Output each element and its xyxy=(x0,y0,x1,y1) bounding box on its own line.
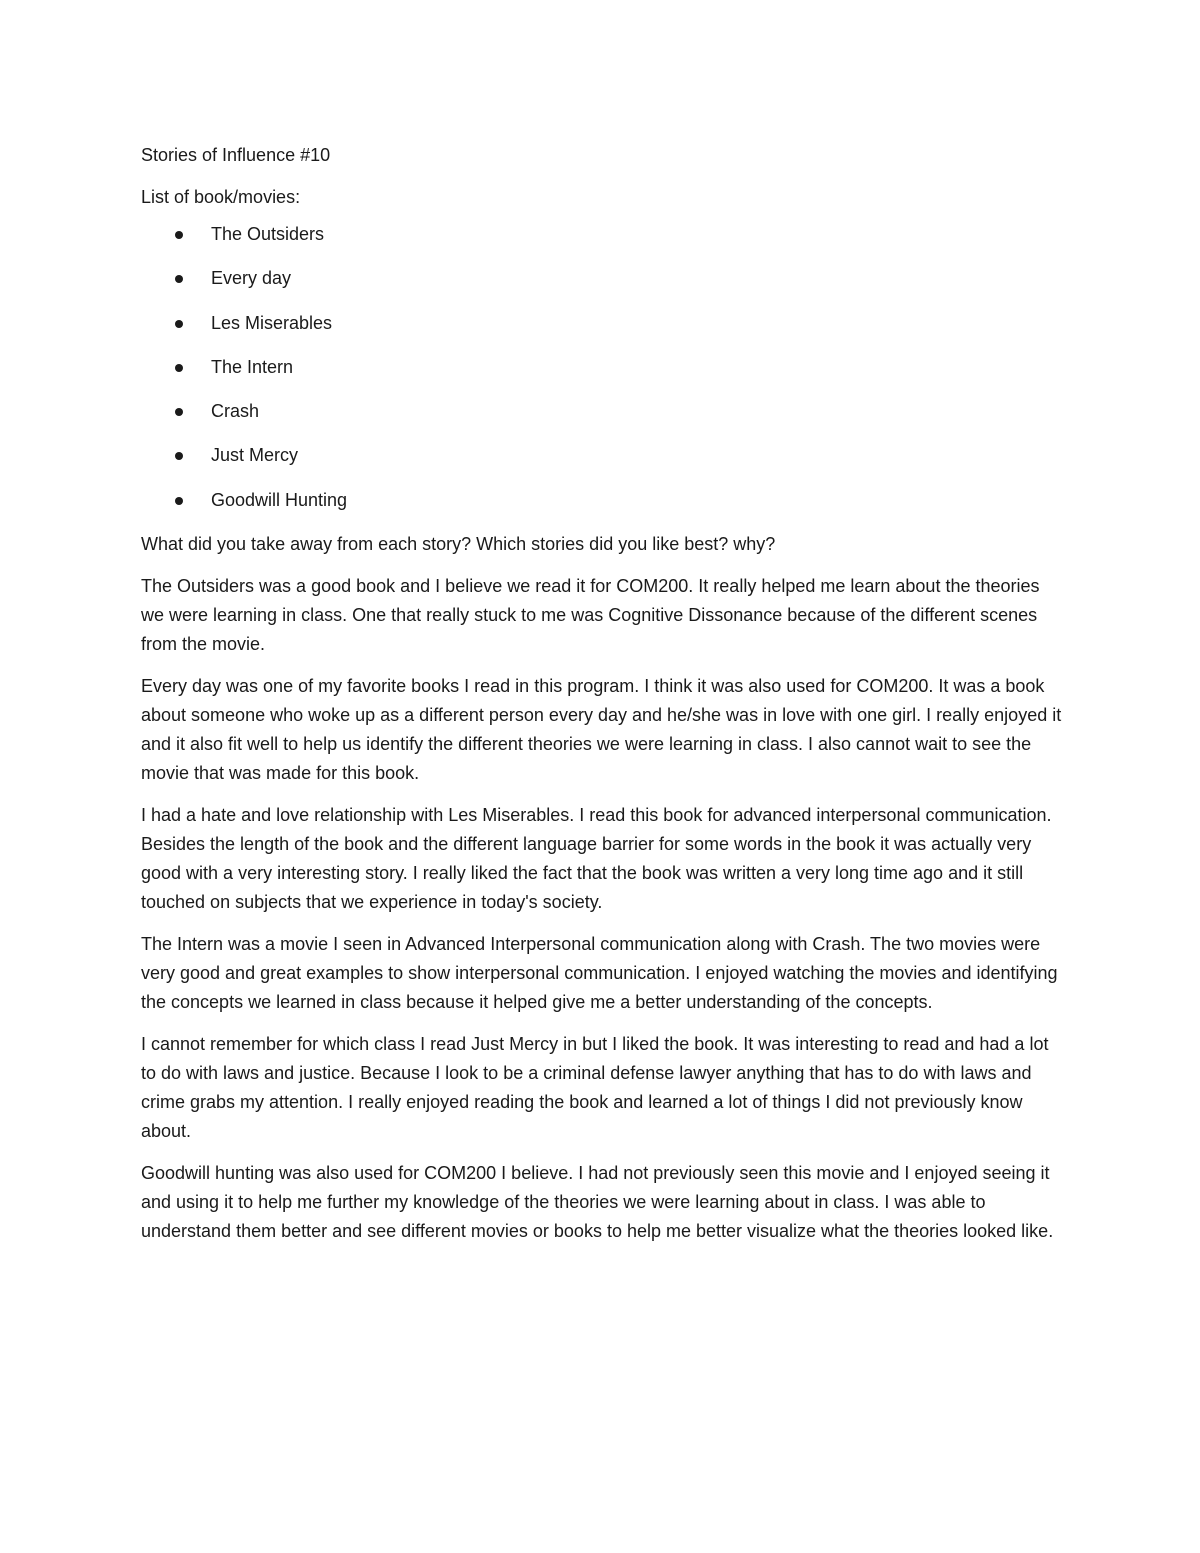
paragraph-outsiders: The Outsiders was a good book and I believe we read it for COM200. It really helped me learn about the theories we were learning in class. One that really stuck to me was Cognitive Dissonance because of the different scenes from the movie. xyxy=(141,576,1040,655)
bullet-icon xyxy=(175,275,183,283)
paragraph-intern-crash: The Intern was a movie I seen in Advanced Interpersonal communication along with Crash. The two movies were very good and great examples to show interpersonal communication. I enjoyed watching the movies and identifying the concepts we learned in class because it helped give me a better understanding of the concepts. xyxy=(141,934,1058,1013)
list-item xyxy=(141,397,1071,426)
list-item-label: The Intern xyxy=(211,356,294,377)
list-item xyxy=(141,486,1071,515)
bullet-icon xyxy=(175,320,183,328)
paragraph-just-mercy: I cannot remember for which class I read Just Mercy in but I liked the book. It was interesting to read and had a lot to do with laws and justice. Because I look to be a criminal defense lawyer anything that has to do with laws and crime grabs my attention. I really enjoyed reading the book and learned a lot of things I did not previously know about. xyxy=(141,1034,1049,1142)
question-text: What did you take away from each story? Which stories did you like best? why? xyxy=(141,534,776,555)
bullet-icon xyxy=(175,364,183,372)
bullet-icon xyxy=(175,231,183,239)
list-item-label: Goodwill Hunting xyxy=(211,489,348,510)
list-item-label: Les Miserables xyxy=(211,312,333,333)
book-movie-list xyxy=(141,220,1071,515)
document-page xyxy=(141,141,1071,1259)
list-item-label: Crash xyxy=(211,401,260,422)
paragraph-les-miserables: I had a hate and love relationship with Les Miserables. I read this book for advanced interpersonal communication. Besides the length of the book and the different language barrier for some words in the book it was actually very good with a very interesting story. I really liked the fact that the book was written a very long time ago and it still touched on subjects that we experience in today's society. xyxy=(141,805,1052,913)
document-title: Stories of Influence #10 xyxy=(141,145,331,165)
list-item xyxy=(141,309,1071,338)
list-item-label: Every day xyxy=(211,268,292,289)
bullet-icon xyxy=(175,452,183,460)
paragraph-goodwill-hunting: Goodwill hunting was also used for COM200 I believe. I had not previously seen this movie and I enjoyed seeing it and using it to help me further my knowledge of the theories we were learning about in class. I was able to understand them better and see different movies or books to help me better visualize what the theories looked like. xyxy=(141,1163,1054,1242)
list-item xyxy=(141,353,1071,382)
bullet-icon xyxy=(175,497,183,505)
list-heading: List of book/movies: xyxy=(141,187,301,207)
list-item xyxy=(141,264,1071,293)
bullet-icon xyxy=(175,408,183,416)
paragraph-every-day: Every day was one of my favorite books I read in this program. I think it was also used for COM200. It was a book about someone who woke up as a different person every day and he/she was in love with one girl. I really enjoyed it and it also fit well to help us identify the different theories we were learning in class. I also cannot wait to see the movie that was made for this book. xyxy=(141,676,1062,784)
list-item xyxy=(141,220,1071,249)
list-item-label: The Outsiders xyxy=(211,224,325,244)
list-item-label: Just Mercy xyxy=(211,445,299,466)
list-item xyxy=(141,441,1071,470)
